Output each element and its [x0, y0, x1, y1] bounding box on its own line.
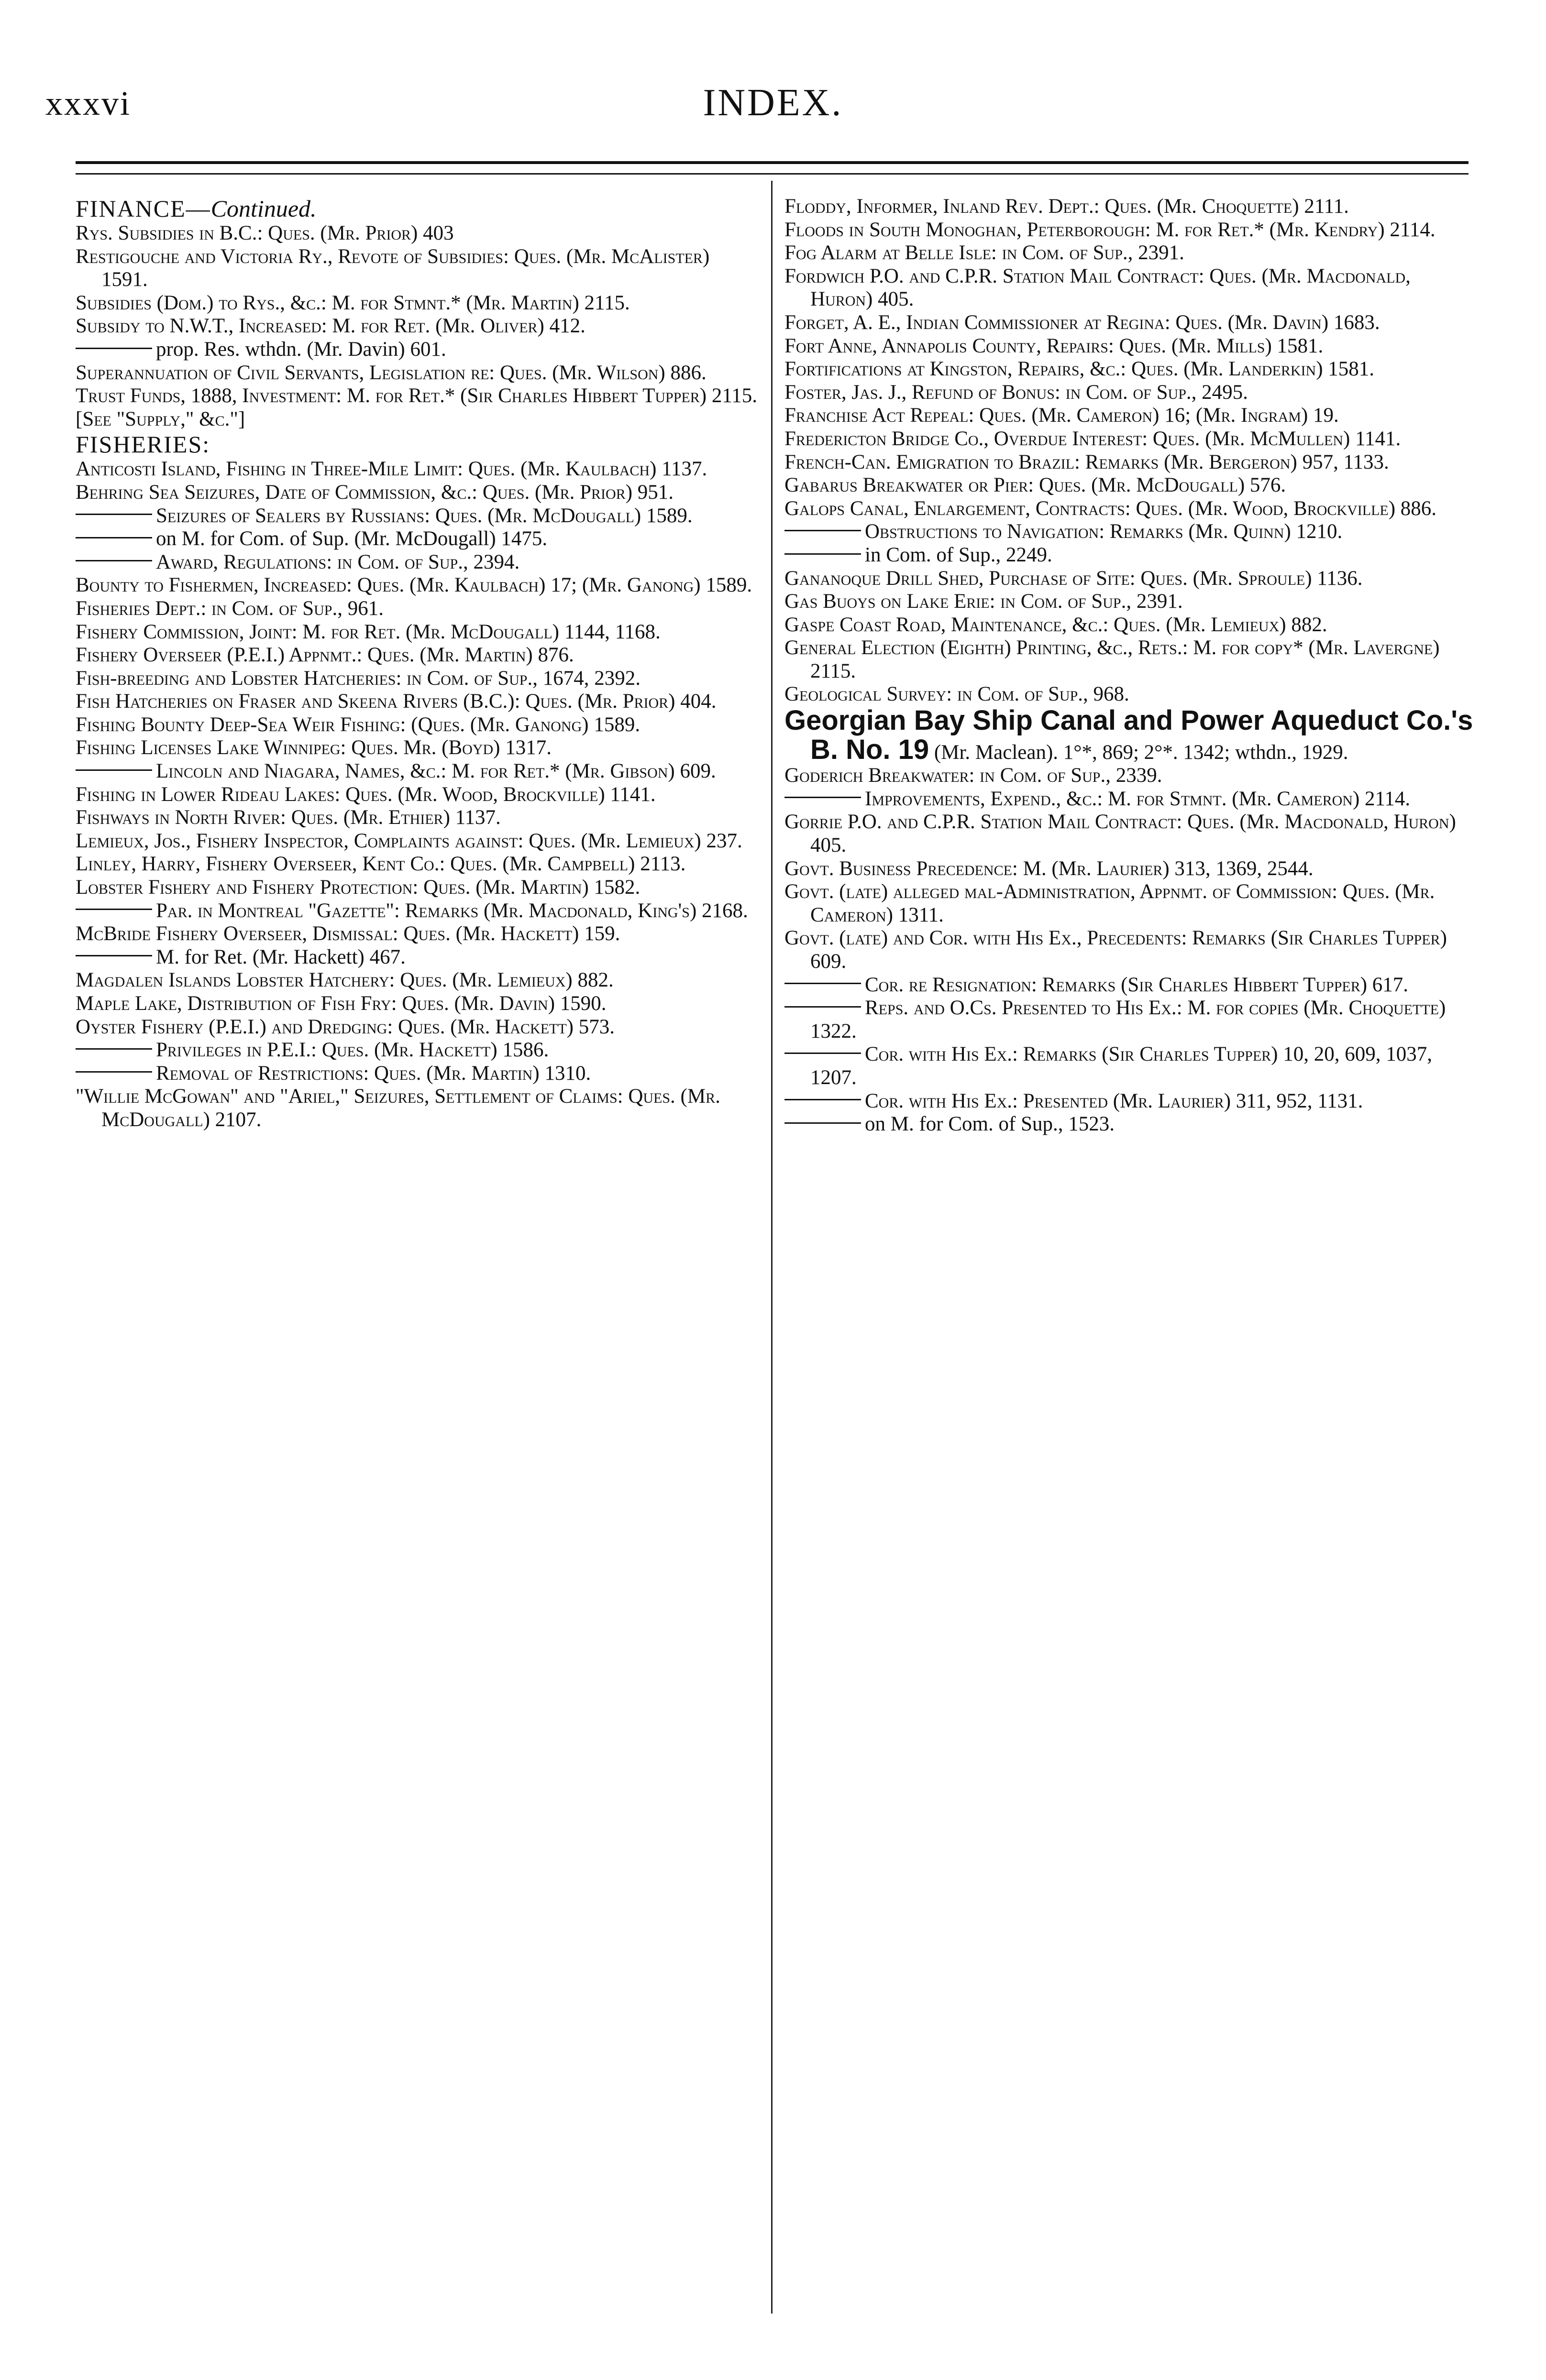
repeat-dash: [76, 514, 152, 515]
repeat-dash: [784, 1053, 861, 1054]
index-entry: Fort Anne, Annapolis County, Repairs: Ques. (Mr. Mills) 1581.: [784, 334, 1324, 357]
subentry-text: on M. for Com. of Sup. (Mr. McDougall) 1475.: [156, 527, 548, 550]
index-entry: Subsidy to N.W.T., Increased: M. for Ret. (Mr. Oliver) 412.: [76, 315, 585, 338]
index-entry: Oyster Fishery (P.E.I.) and Dredging: Ques. (Mr. Hackett) 573.: [76, 1015, 615, 1038]
index-entry: Gas Buoys on Lake Erie: in Com. of Sup., 2391.: [784, 590, 1183, 613]
subentry-text: Cor. re Resignation: Remarks (Sir Charles Hibbert Tupper) 617.: [865, 973, 1409, 996]
bill-title: Georgian Bay Ship Canal and Power Aqueduct Co.'s B. No. 19: [784, 705, 1473, 765]
index-entry: Gananoque Drill Shed, Purchase of Site: Ques. (Mr. Sproule) 1136.: [784, 567, 1363, 590]
page-title: INDEX.: [703, 82, 843, 124]
index-entry: Linley, Harry, Fishery Overseer, Kent Co.: Ques. (Mr. Campbell) 2113.: [76, 853, 686, 876]
subentry-text: Lincoln and Niagara, Names, &c.: M. for Ret.* (Mr. Gibson) 609.: [156, 760, 716, 783]
index-subentry: [76, 338, 760, 362]
index-entry: Subsidies (Dom.) to Rys., &c.: M. for Stmnt.* (Mr. Martin) 2115.: [76, 291, 630, 314]
index-subentry: [784, 788, 1473, 811]
index-entry: Fish-breeding and Lobster Hatcheries: in Com. of Sup., 1674, 2392.: [76, 667, 640, 690]
index-entry: "Willie McGowan" and "Ariel," Seizures, Settlement of Claims: Ques. (Mr. McDougall) 2107.: [76, 1085, 720, 1131]
subentry-text: Obstructions to Navigation: Remarks (Mr. Quinn) 1210.: [865, 520, 1343, 543]
index-subentry: [784, 1043, 1473, 1089]
subentry-text: Seizures of Sealers by Russians: Ques. (Mr. McDougall) 1589.: [156, 504, 693, 527]
bill-details: (Mr. Maclean). 1°*, 869; 2°*. 1342; wthdn., 1929.: [934, 741, 1348, 764]
bill-entry: [784, 706, 1473, 764]
index-entry: Behring Sea Seizures, Date of Commission, &c.: Ques. (Mr. Prior) 951.: [76, 481, 674, 504]
repeat-dash: [784, 553, 861, 555]
index-entry: Gabarus Breakwater or Pier: Ques. (Mr. McDougall) 576.: [784, 474, 1286, 497]
index-entry: Goderich Breakwater: in Com. of Sup., 2339.: [784, 764, 1162, 787]
index-entry: General Election (Eighth) Printing, &c., Rets.: M. for copy* (Mr. Lavergne) 2115.: [784, 636, 1440, 682]
index-entry: Fish Hatcheries on Fraser and Skeena Rivers (B.C.): Ques. (Mr. Prior) 404.: [76, 690, 717, 713]
repeat-dash: [784, 983, 861, 984]
subentry-text: Award, Regulations: in Com. of Sup., 2394.: [156, 550, 520, 573]
index-entry: Govt. (late) and Cor. with His Ex., Precedents: Remarks (Sir Charles Tupper) 609.: [784, 927, 1447, 973]
index-entry: Magdalen Islands Lobster Hatchery: Ques. (Mr. Lemieux) 882.: [76, 969, 614, 992]
repeat-dash: [76, 955, 152, 956]
repeat-dash: [76, 537, 152, 538]
repeat-dash: [76, 769, 152, 771]
index-subentry: [76, 760, 760, 783]
subentry-text: on M. for Com. of Sup., 1523.: [865, 1113, 1115, 1136]
index-entry: Floddy, Informer, Inland Rev. Dept.: Ques. (Mr. Choquette) 2111.: [784, 195, 1349, 218]
index-subentry: [784, 974, 1473, 997]
subentry-text: Cor. with His Ex.: Remarks (Sir Charles Tupper) 10, 20, 609, 1037, 1207.: [810, 1043, 1432, 1089]
index-entry: Fortifications at Kingston, Repairs, &c.: Ques. (Mr. Landerkin) 1581.: [784, 358, 1375, 381]
repeat-dash: [784, 797, 861, 798]
index-entry: Fishing Licenses Lake Winnipeg: Ques. Mr. (Boyd) 1317.: [76, 736, 552, 759]
repeat-dash: [784, 530, 861, 531]
subentry-text: Cor. with His Ex.: Presented (Mr. Laurier) 311, 952, 1131.: [865, 1089, 1363, 1112]
index-subentry: [76, 1062, 760, 1086]
subentry-text: M. for Ret. (Mr. Hackett) 467.: [156, 945, 406, 968]
left-column: [76, 195, 760, 1132]
subentry-text: in Com. of Sup., 2249.: [865, 543, 1052, 566]
index-entry: Lemieux, Jos., Fishery Inspector, Complaints against: Ques. (Mr. Lemieux) 237.: [76, 829, 742, 852]
index-entry: Fishing Bounty Deep-Sea Weir Fishing: (Ques. (Mr. Ganong) 1589.: [76, 713, 640, 736]
index-entry: Fishways in North River: Ques. (Mr. Ethier) 1137.: [76, 806, 501, 829]
subentry-text: Par. in Montreal "Gazette": Remarks (Mr. Macdonald, King's) 2168.: [156, 899, 748, 922]
header-rule-thin: [76, 173, 1469, 175]
index-subentry: [784, 997, 1473, 1043]
index-entry: Geological Survey: in Com. of Sup., 968.: [784, 683, 1129, 706]
repeat-dash: [784, 1099, 861, 1100]
index-entry: Franchise Act Repeal: Ques. (Mr. Cameron) 16; (Mr. Ingram) 19.: [784, 404, 1339, 427]
repeat-dash: [784, 1006, 861, 1008]
index-entry: Lobster Fishery and Fishery Protection: Ques. (Mr. Martin) 1582.: [76, 876, 640, 899]
index-subentry: [784, 1113, 1473, 1136]
index-entry: Rys. Subsidies in B.C.: Ques. (Mr. Prior) 403: [76, 222, 454, 244]
finance-heading-text: FINANCE—: [76, 195, 211, 222]
repeat-dash: [76, 560, 152, 561]
index-subentry: [784, 544, 1473, 567]
repeat-dash: [76, 348, 152, 349]
right-column: [784, 195, 1473, 1136]
index-entry: Fordwich P.O. and C.P.R. Station Mail Contract: Ques. (Mr. Macdonald, Huron) 405.: [784, 264, 1411, 311]
cross-reference: [See "Supply," &c."]: [76, 407, 245, 430]
index-entry: Galops Canal, Enlargement, Contracts: Ques. (Mr. Wood, Brockville) 886.: [784, 497, 1437, 520]
repeat-dash: [784, 1122, 861, 1124]
section-heading-fisheries: FISHERIES:: [76, 431, 210, 458]
column-divider: [771, 181, 773, 2314]
index-subentry: [784, 520, 1473, 544]
index-subentry: [784, 1090, 1473, 1113]
repeat-dash: [76, 909, 152, 910]
index-subentry: [76, 527, 760, 551]
subentry-text: Privileges in P.E.I.: Ques. (Mr. Hackett) 1586.: [156, 1039, 549, 1062]
index-entry: Govt. (late) alleged mal-Administration, Appnmt. of Commission: Ques. (Mr. Cameron) 1311.: [784, 880, 1435, 926]
index-subentry: [76, 899, 760, 923]
index-subentry: [76, 1039, 760, 1062]
index-entry: Restigouche and Victoria Ry., Revote of Subsidies: Ques. (Mr. McAlister) 1591.: [76, 245, 710, 291]
subentry-text: Removal of Restrictions: Ques. (Mr. Martin) 1310.: [156, 1062, 591, 1085]
index-subentry: [76, 551, 760, 574]
continued-label: Continued.: [210, 195, 317, 222]
section-heading-finance: [76, 195, 760, 222]
index-entry: Floods in South Monoghan, Peterborough: M. for Ret.* (Mr. Kendry) 2114.: [784, 218, 1436, 241]
index-entry: Fredericton Bridge Co., Overdue Interest: Ques. (Mr. McMullen) 1141.: [784, 427, 1401, 450]
index-entry: French-Can. Emigration to Brazil: Remarks (Mr. Bergeron) 957, 1133.: [784, 450, 1389, 473]
index-entry: Gaspe Coast Road, Maintenance, &c.: Ques. (Mr. Lemieux) 882.: [784, 613, 1327, 636]
index-entry: Foster, Jas. J., Refund of Bonus: in Com. of Sup., 2495.: [784, 381, 1248, 404]
subentry-text: Reps. and O.Cs. Presented to His Ex.: M. for copies (Mr. Choquette) 1322.: [810, 997, 1446, 1042]
index-entry: Anticosti Island, Fishing in Three-Mile Limit: Ques. (Mr. Kaulbach) 1137.: [76, 458, 707, 481]
index-entry: McBride Fishery Overseer, Dismissal: Ques. (Mr. Hackett) 159.: [76, 922, 620, 945]
repeat-dash: [76, 1048, 152, 1050]
index-entry: Govt. Business Precedence: M. (Mr. Laurier) 313, 1369, 2544.: [784, 857, 1314, 880]
index-entry: Bounty to Fishermen, Increased: Ques. (Mr. Kaulbach) 17; (Mr. Ganong) 1589.: [76, 574, 752, 597]
header-rule-thick: [76, 161, 1469, 164]
index-entry: Maple Lake, Distribution of Fish Fry: Ques. (Mr. Davin) 1590.: [76, 992, 607, 1015]
index-entry: Fisheries Dept.: in Com. of Sup., 961.: [76, 597, 384, 620]
index-subentry: [76, 946, 760, 969]
page-number: xxxvi: [45, 84, 132, 122]
index-entry: Superannuation of Civil Servants, Legislation re: Ques. (Mr. Wilson) 886.: [76, 361, 707, 384]
index-entry: Fog Alarm at Belle Isle: in Com. of Sup., 2391.: [784, 241, 1184, 264]
index-entry: Gorrie P.O. and C.P.R. Station Mail Contract: Ques. (Mr. Macdonald, Huron) 405.: [784, 811, 1456, 857]
repeat-dash: [76, 1071, 152, 1073]
index-entry: Fishery Overseer (P.E.I.) Appnmt.: Ques. (Mr. Martin) 876.: [76, 644, 574, 667]
index-entry: Trust Funds, 1888, Investment: M. for Ret.* (Sir Charles Hibbert Tupper) 2115.: [76, 384, 757, 407]
subentry-text: Improvements, Expend., &c.: M. for Stmnt. (Mr. Cameron) 2114.: [865, 787, 1411, 810]
index-subentry: [76, 505, 760, 528]
index-entry: Forget, A. E., Indian Commissioner at Regina: Ques. (Mr. Davin) 1683.: [784, 311, 1380, 334]
subentry-text: prop. Res. wthdn. (Mr. Davin) 601.: [156, 338, 446, 361]
index-entry: Fishing in Lower Rideau Lakes: Ques. (Mr. Wood, Brockville) 1141.: [76, 783, 656, 806]
index-entry: Fishery Commission, Joint: M. for Ret. (Mr. McDougall) 1144, 1168.: [76, 620, 661, 643]
